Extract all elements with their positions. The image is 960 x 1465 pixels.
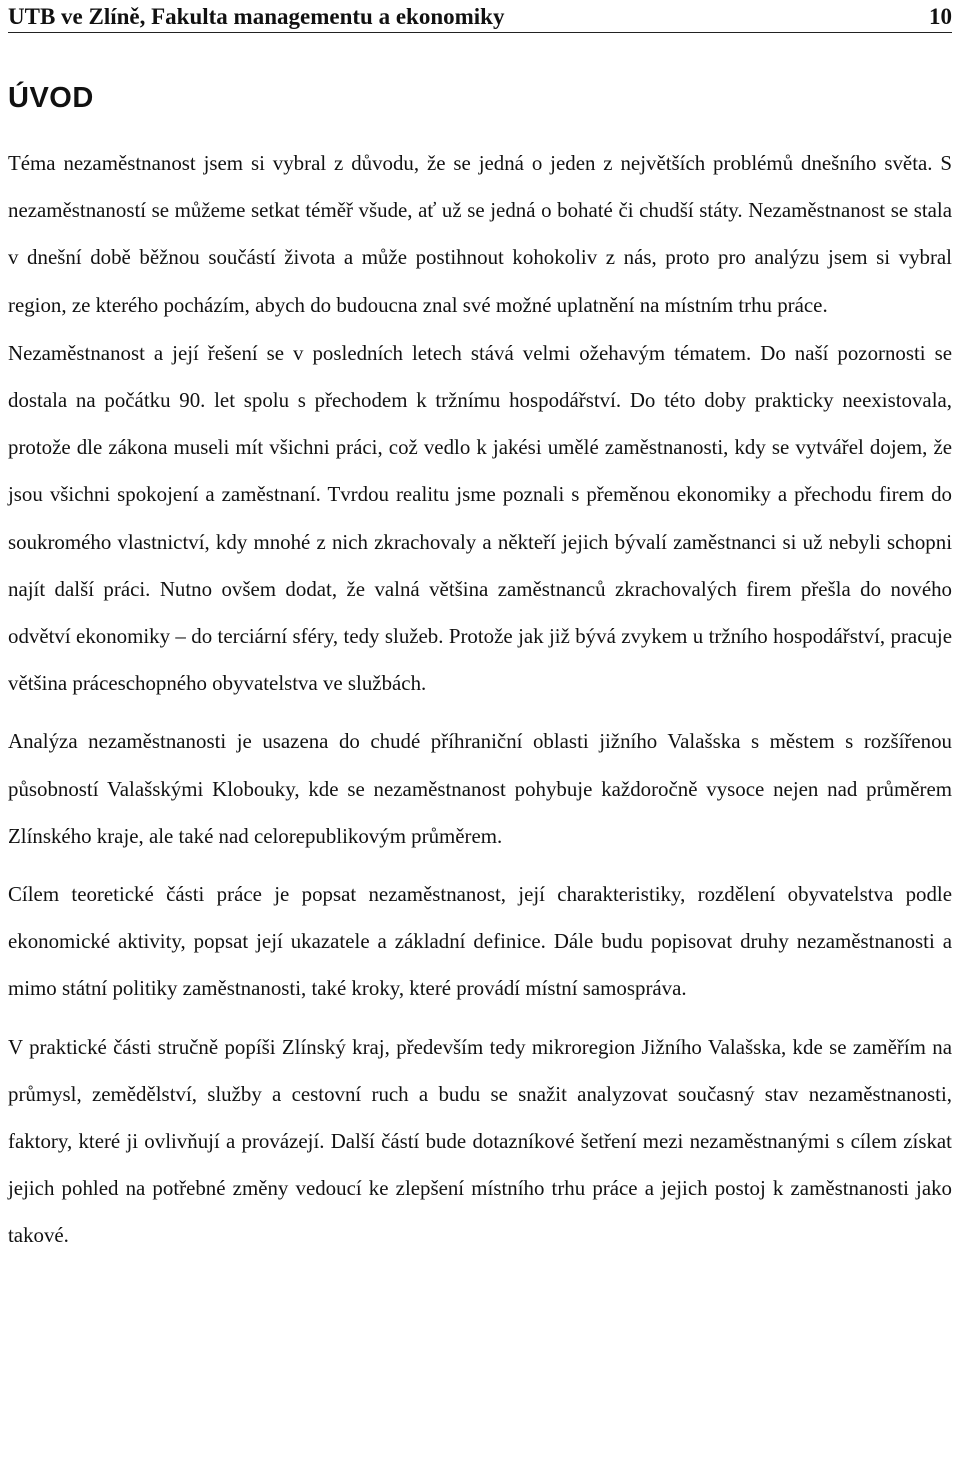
- paragraph-theory-goal: Cílem teoretické části práce je popsat nezaměstnanost, její charakteristiky, rozdělení obyvatelstva podle ekonomické aktivity, popsat její ukazatele a základní definice. Dále budu popisovat druhy nezaměstnanosti a mimo státní politiky zaměstnanosti, také kroky, které provádí místní samospráva.: [8, 882, 952, 1001]
- paragraph-practical-part: V praktické části stručně popíši Zlínský kraj, především tedy mikroregion Jižního Valašska, kde se zaměřím na průmysl, zemědělství, služby a cestovní ruch a budu se snažit analyzovat současný stav nezaměstnanosti, faktory, které ji ovlivňují a provázejí. Další částí bude dotazníkové šetření mezi nezaměstnanými s cílem získat jejich pohled na potřebné změny vedoucí ke zlepšení místního trhu práce a jejich postoj k zaměstnanosti jako takové.: [8, 1034, 952, 1248]
- paragraph-analysis-scope: Analýza nezaměstnanosti je usazena do chudé příhraniční oblasti jižního Valašska s městem s rozšířenou působností Valašskými Klobouky, kde se nezaměstnanost pohybuje každoročně vysoce nejen nad průměrem Zlínského kraje, ale také nad celorepublikovým průměrem.: [8, 729, 952, 848]
- header-institution: UTB ve Zlíně, Fakulta managementu a ekonomiky: [8, 4, 505, 29]
- header-rule: [8, 32, 952, 33]
- chapter-title: ÚVOD: [8, 82, 94, 114]
- page-number: 10: [929, 4, 952, 29]
- body-text: [8, 140, 952, 1260]
- paragraph-intro: Téma nezaměstnanost jsem si vybral z důvodu, že se jedná o jeden z největších problémů dnešního světa. S nezaměstnaností se můžeme setkat téměř všude, ať už se jedná o bohaté či chudší státy. Nezaměstnanost se stala v dnešní době běžnou součástí života a může postihnout kohokoliv z nás, proto pro analýzu jsem si vybral region, ze kterého pocházím, abych do budoucna znal své možné uplatnění na místním trhu práce.: [8, 151, 952, 317]
- paragraph-history: Nezaměstnanost a její řešení se v posledních letech stává velmi ožehavým tématem. Do naší pozornosti se dostala na počátku 90. let spolu s přechodem k tržnímu hospodářství. Do této doby prakticky neexistovala, protože dle zákona museli mít všichni práci, což vedlo k jakési umělé zaměstnanosti, kdy se vytvářel dojem, že jsou všichni spokojení a zaměstnaní. Tvrdou realitu jsme poznali s přeměnou ekonomiky a přechodu firem do soukromého vlastnictví, kdy mnohé z nich zkrachovaly a někteří jejich bývalí zaměstnanci si už nebyli schopni najít další práci. Nutno ovšem dodat, že valná většina zaměstnanců zkrachovalých firem přešla do nového odvětví ekonomiky – do terciární sféry, tedy služeb. Protože jak již bývá zvykem u tržního hospodářství, pracuje většina práceschopného obyvatelstva ve službách.: [8, 340, 952, 696]
- running-header: [8, 0, 952, 30]
